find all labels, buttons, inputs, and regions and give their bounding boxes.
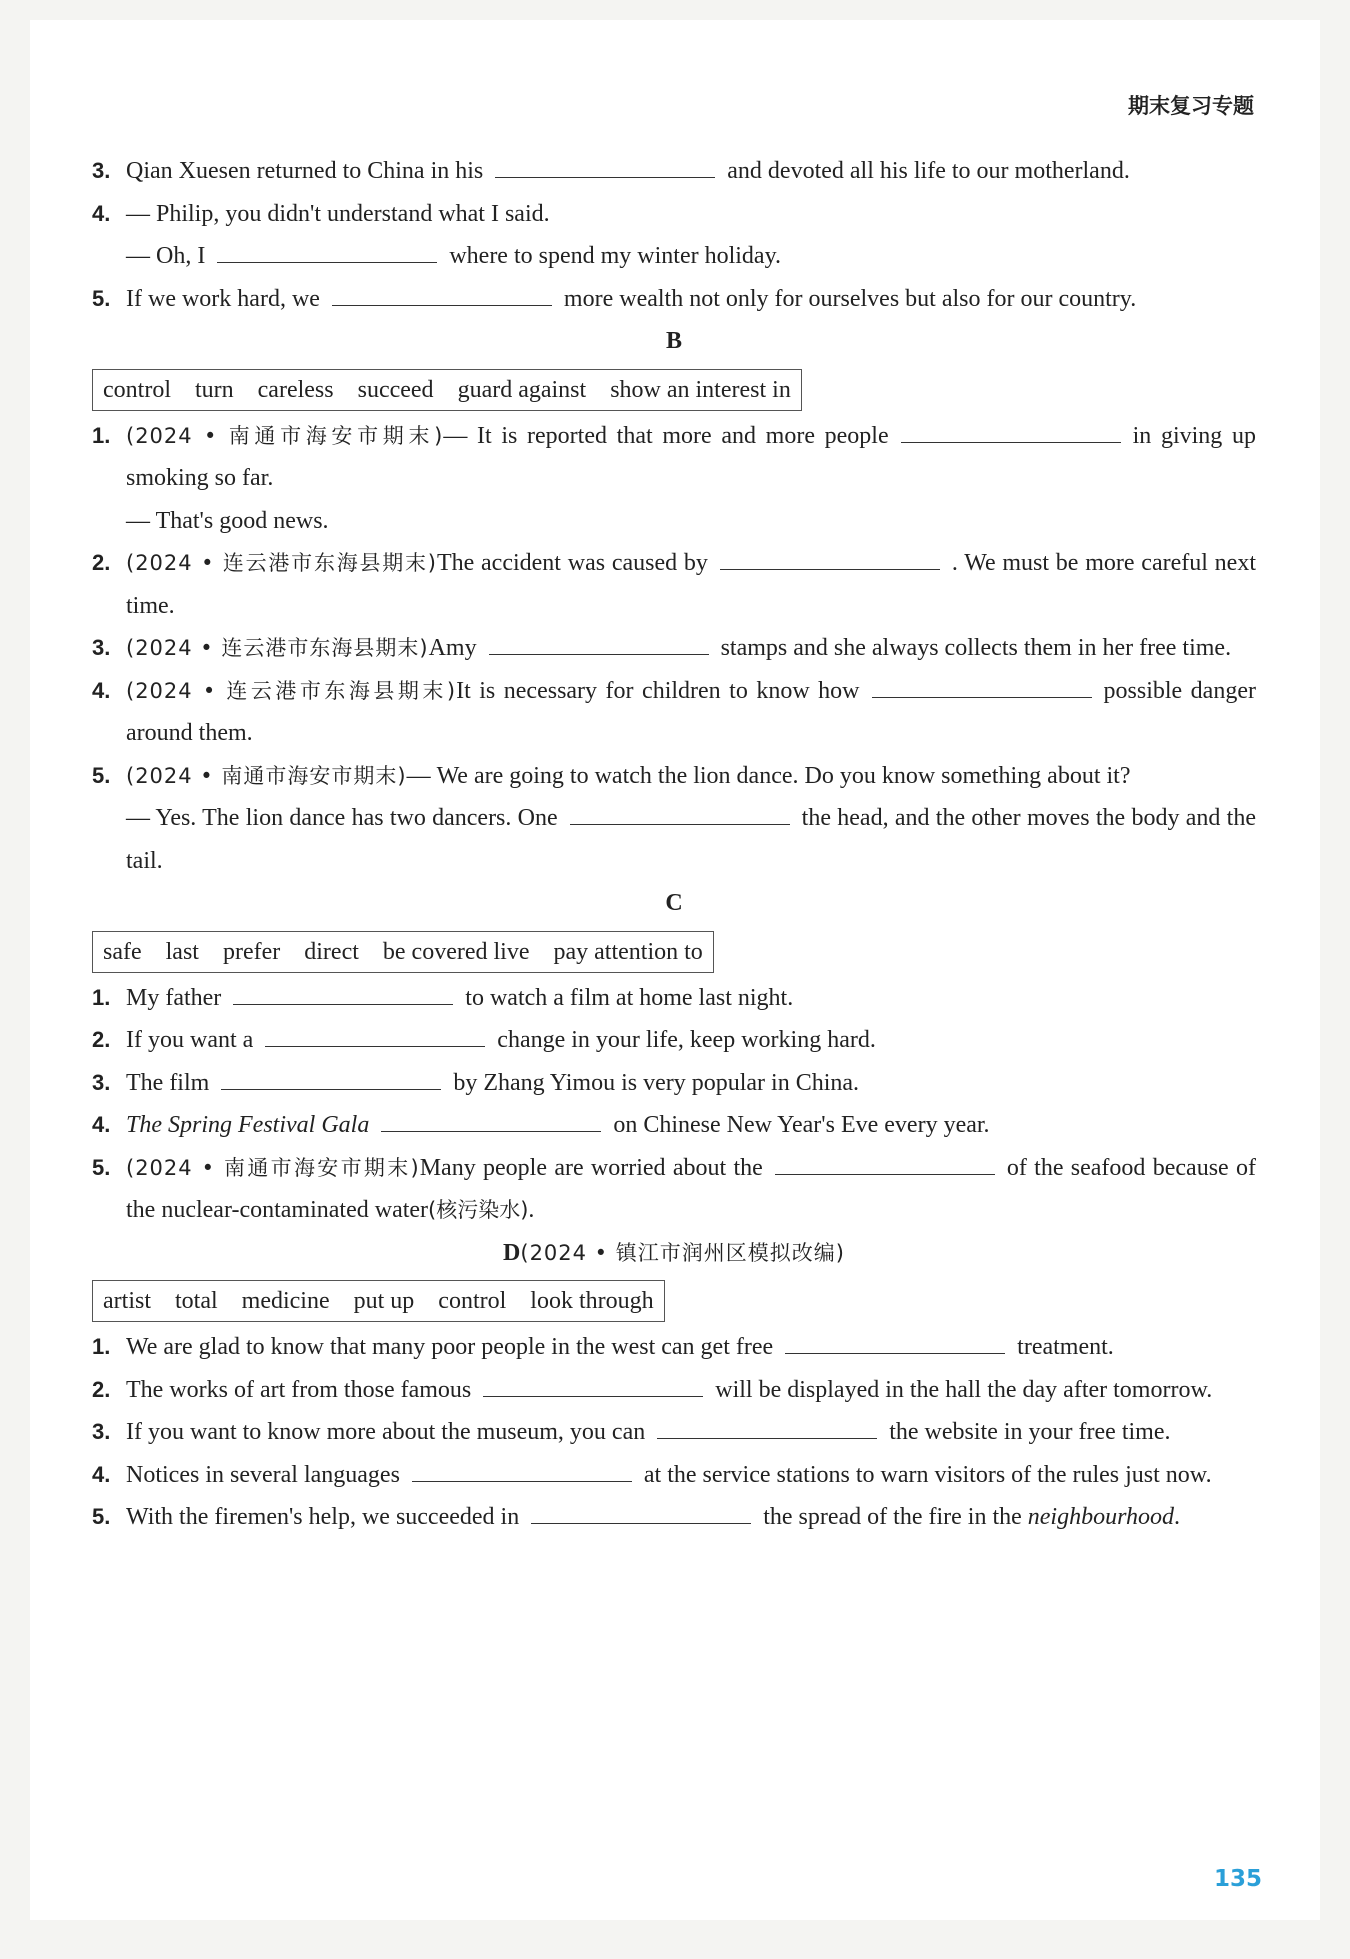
word-bank-item: prefer xyxy=(222,938,281,965)
question-b5 xyxy=(92,755,1256,798)
italic-word: neighbourhood xyxy=(1027,1504,1175,1530)
answer-blank[interactable] xyxy=(483,1372,703,1397)
title-italic: The Spring Festival Gala xyxy=(126,1112,370,1138)
question-text-after: of the seafood because of the nuclear-contaminated water xyxy=(126,1154,1256,1223)
dialogue-reply xyxy=(92,235,1256,278)
word-bank-item: guard against xyxy=(457,376,587,403)
word-bank-d xyxy=(92,1280,665,1322)
word-bank-item: look through xyxy=(530,1288,654,1314)
question-text-before: My father xyxy=(126,984,222,1011)
question-b1 xyxy=(92,415,1256,500)
question-number: 3. xyxy=(92,158,111,183)
answer-blank[interactable] xyxy=(872,673,1092,698)
section-d-title xyxy=(92,1232,1256,1275)
word-bank-item: turn xyxy=(194,376,234,403)
word-bank-c xyxy=(92,931,714,973)
question-number: 4. xyxy=(92,677,111,703)
page-number: 135 xyxy=(1213,1866,1262,1892)
question-number: 5. xyxy=(92,285,111,311)
question-a4 xyxy=(92,193,1256,236)
question-text-before: It is necessary for children to know how xyxy=(456,677,860,704)
answer-blank[interactable] xyxy=(332,281,552,306)
question-number: 2. xyxy=(92,550,111,575)
answer-blank[interactable] xyxy=(495,153,715,178)
question-number: 2. xyxy=(92,1376,111,1402)
question-text-before: If you want a xyxy=(126,1027,254,1053)
question-text-before: Amy xyxy=(428,635,477,661)
answer-blank[interactable] xyxy=(657,1414,877,1439)
question-c2 xyxy=(92,1019,1256,1062)
question-text-before: The accident was caused by xyxy=(436,550,708,576)
question-source: (2024 • 南通市海安市期末) xyxy=(126,1155,420,1180)
question-text-after: the spread of the fire in the xyxy=(763,1504,1022,1530)
question-d2 xyxy=(92,1369,1256,1412)
question-number: 1. xyxy=(92,984,111,1010)
sentence-end: . xyxy=(528,1197,535,1223)
question-text-before: Qian Xuesen returned to China in his xyxy=(126,158,484,184)
section-b-title: B xyxy=(665,328,682,354)
question-text-after: treatment. xyxy=(1017,1334,1114,1360)
question-text-after: at the service stations to warn visitors of the rules just now. xyxy=(643,1461,1212,1488)
question-c3 xyxy=(92,1062,1256,1105)
question-text-before: The film xyxy=(126,1069,210,1096)
question-number: 5. xyxy=(92,1504,111,1529)
question-text-before: With the firemen's help, we succeeded in xyxy=(126,1504,520,1530)
answer-blank[interactable] xyxy=(785,1329,1005,1354)
word-bank-item: control xyxy=(438,1288,507,1314)
question-source: (2024 • 南通市海安市期末) xyxy=(126,423,444,448)
word-bank-item: show an interest in xyxy=(610,376,791,403)
answer-blank[interactable] xyxy=(775,1150,995,1175)
reply-after: where to spend my winter holiday. xyxy=(449,243,782,269)
question-number: 2. xyxy=(92,1027,111,1052)
word-bank-item: pay attention to xyxy=(553,938,703,965)
answer-blank[interactable] xyxy=(221,1065,441,1090)
question-number: 3. xyxy=(92,1419,111,1444)
answer-blank[interactable] xyxy=(489,630,709,655)
word-bank-item: medicine xyxy=(241,1288,330,1314)
question-c5 xyxy=(92,1147,1256,1232)
question-text-before: If you want to know more about the museum, you can xyxy=(126,1419,646,1445)
word-bank-item: safe xyxy=(103,938,142,965)
answer-blank[interactable] xyxy=(901,418,1121,443)
word-bank-item: careless xyxy=(257,376,334,403)
question-text-after: to watch a film at home last night. xyxy=(465,984,794,1011)
question-text-after: on Chinese New Year's Eve every year. xyxy=(613,1112,990,1138)
dialogue-reply xyxy=(92,797,1256,882)
content xyxy=(92,150,1256,1539)
question-b4 xyxy=(92,670,1256,755)
answer-blank[interactable] xyxy=(412,1457,632,1482)
page-header: 期末复习专题 xyxy=(1128,94,1254,118)
question-d5 xyxy=(92,1496,1256,1539)
reply-before: — Yes. The lion dance has two dancers. One xyxy=(126,805,558,831)
question-number: 1. xyxy=(92,422,111,448)
answer-blank[interactable] xyxy=(720,545,940,570)
question-text-before: Many people are worried about the xyxy=(419,1154,763,1181)
question-number: 4. xyxy=(92,200,111,226)
question-text-before: If we work hard, we xyxy=(126,285,320,312)
question-text-after: the website in your free time. xyxy=(889,1419,1171,1445)
question-text-before: Notices in several languages xyxy=(126,1461,400,1488)
word-bank-b xyxy=(92,369,802,411)
question-number: 4. xyxy=(92,1461,111,1487)
word-bank-item: be covered live xyxy=(382,938,530,965)
question-text-after: more wealth not only for ourselves but also for our country. xyxy=(563,285,1137,312)
question-number: 3. xyxy=(92,1069,111,1095)
question-text-before: We are glad to know that many poor people in the west can get free xyxy=(126,1334,774,1360)
question-text-after: by Zhang Yimou is very popular in China. xyxy=(453,1069,860,1096)
question-d3 xyxy=(92,1411,1256,1454)
reply-before: — Oh, I xyxy=(126,243,206,269)
answer-blank[interactable] xyxy=(217,238,437,263)
question-number: 5. xyxy=(92,762,111,788)
word-bank-item: control xyxy=(103,376,171,403)
question-a3 xyxy=(92,150,1256,193)
question-source: (2024 • 连云港市东海县期末) xyxy=(126,551,437,575)
question-d1 xyxy=(92,1326,1256,1369)
question-text-before: — It is reported that more and more people xyxy=(443,422,889,449)
answer-blank[interactable] xyxy=(570,800,790,825)
question-text-after: change in your life, keep working hard. xyxy=(497,1027,876,1053)
word-bank-item: put up xyxy=(353,1288,415,1314)
answer-blank[interactable] xyxy=(265,1022,485,1047)
question-text-after: . We must be more careful next time. xyxy=(126,550,1256,619)
question-text-before: The works of art from those famous xyxy=(126,1376,472,1403)
question-number: 5. xyxy=(92,1154,111,1180)
word-bank-item: direct xyxy=(304,938,359,965)
question-source: (2024 • 连云港市东海县期末) xyxy=(126,636,429,660)
word-bank-item: last xyxy=(165,938,199,965)
question-text-after: possible danger around them. xyxy=(126,677,1256,746)
question-number: 3. xyxy=(92,635,111,660)
answer-blank[interactable] xyxy=(531,1499,751,1524)
section-c-title: C xyxy=(665,890,683,916)
question-text-before: — We are going to watch the lion dance. Do you know something about it? xyxy=(406,762,1131,789)
section-source: (2024 • 镇江市润州区模拟改编) xyxy=(520,1240,845,1265)
question-b2 xyxy=(92,542,1256,627)
word-bank-item: succeed xyxy=(357,376,434,403)
chinese-gloss: (核污染水) xyxy=(428,1198,529,1222)
question-source: (2024 • 连云港市东海县期末) xyxy=(126,678,457,703)
question-c4 xyxy=(92,1104,1256,1147)
question-number: 1. xyxy=(92,1334,111,1359)
question-source: (2024 • 南通市海安市期末) xyxy=(126,763,407,788)
section-letter: D xyxy=(503,1239,521,1266)
answer-blank[interactable] xyxy=(233,980,453,1005)
sentence-end: . xyxy=(1174,1504,1181,1530)
reply-after: the head, and the other moves the body and the tail. xyxy=(126,805,1257,874)
answer-blank[interactable] xyxy=(381,1107,601,1132)
question-a5 xyxy=(92,278,1256,321)
dialogue-reply: — That's good news. xyxy=(126,507,329,534)
question-number: 4. xyxy=(92,1112,111,1137)
question-text-after: and devoted all his life to our motherland. xyxy=(727,158,1130,184)
question-c1 xyxy=(92,977,1256,1020)
dialogue-line: — Philip, you didn't understand what I said. xyxy=(126,200,550,227)
workbook-page xyxy=(30,20,1320,1920)
question-text-after: will be displayed in the hall the day after tomorrow. xyxy=(715,1376,1213,1403)
question-text-after: in giving up smoking so far. xyxy=(126,422,1256,491)
word-bank-item: artist xyxy=(103,1288,151,1314)
question-text-after: stamps and she always collects them in her free time. xyxy=(720,635,1232,661)
question-d4 xyxy=(92,1454,1256,1497)
word-bank-item: total xyxy=(175,1288,218,1314)
question-b3 xyxy=(92,627,1256,670)
